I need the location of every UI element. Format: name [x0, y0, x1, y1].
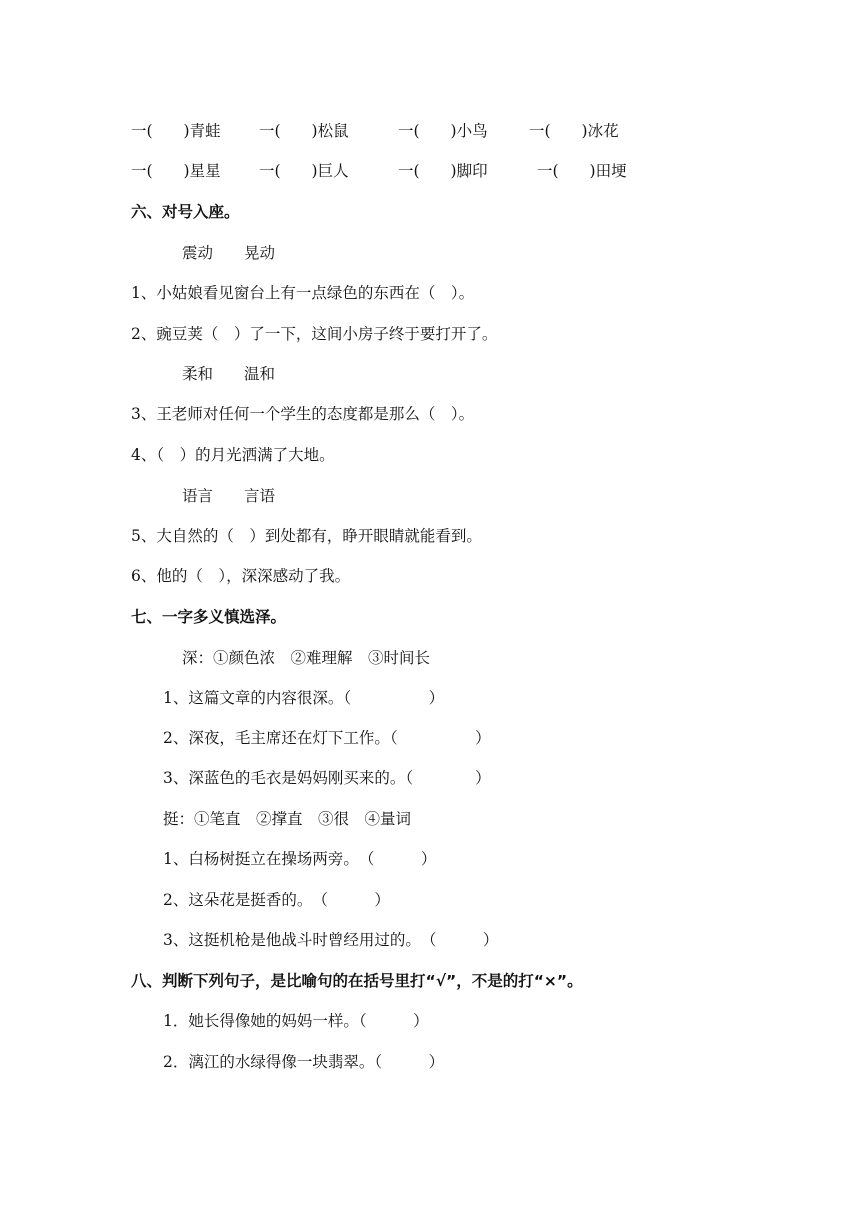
word-choices: 柔和 温和	[182, 365, 276, 383]
measure-word-item: 一( )星星	[131, 162, 221, 180]
section8-title: 八、判断下列句子，是比喻句的在括号里打“√”，不是的打“×”。	[131, 972, 583, 990]
question-line: 4、（ ）的月光洒满了大地。	[131, 446, 335, 464]
question-line: 2、这朵花是挺香的。 （ ）	[163, 891, 390, 909]
measure-word-item: 一( )青蛙	[131, 122, 221, 140]
measure-word-item: 一( )巨人	[259, 162, 349, 180]
measure-word-item: 一( )小鸟	[398, 122, 488, 140]
question-line: 1．她长得像她的妈妈一样。（ ）	[163, 1012, 429, 1030]
measure-word-item: 一( )松鼠	[259, 122, 349, 140]
word-choices: 语言 言语	[182, 487, 276, 505]
question-line: 5、大自然的（ ）到处都有，睁开眼睛就能看到。	[131, 527, 482, 545]
definition-line: 深：①颜色浓 ②难理解 ③时间长	[182, 649, 431, 667]
word-choices: 震动 晃动	[182, 244, 276, 262]
question-line: 2、豌豆荚（ ）了一下，这间小房子终于要打开了。	[131, 325, 498, 343]
question-line: 3、深蓝色的毛衣是妈妈刚买来的。（ ）	[163, 769, 491, 787]
measure-word-item: 一( )田埂	[537, 162, 627, 180]
question-line: 3、王老师对任何一个学生的态度都是那么（ ）。	[131, 405, 475, 423]
measure-word-item: 一( )冰花	[529, 122, 619, 140]
question-line: 6、他的（ ），深深感动了我。	[131, 567, 351, 585]
question-line: 2．漓江的水绿得像一块翡翠。（ ）	[163, 1053, 445, 1071]
definition-line: 挺：①笔直 ②撑直 ③很 ④量词	[163, 810, 412, 828]
question-line: 1、这篇文章的内容很深。（ ）	[163, 689, 445, 707]
question-line: 1、白杨树挺立在操场两旁。 （ ）	[163, 850, 437, 868]
measure-word-item: 一( )脚印	[398, 162, 488, 180]
question-line: 3、这挺机枪是他战斗时曾经用过的。 （ ）	[163, 931, 499, 949]
section7-title: 七、一字多义慎选泽。	[131, 608, 287, 626]
section6-title: 六、对号入座。	[131, 203, 240, 221]
question-line: 1、小姑娘看见窗台上有一点绿色的东西在（ ）。	[131, 284, 475, 302]
question-line: 2、深夜，毛主席还在灯下工作。（ ）	[163, 729, 491, 747]
